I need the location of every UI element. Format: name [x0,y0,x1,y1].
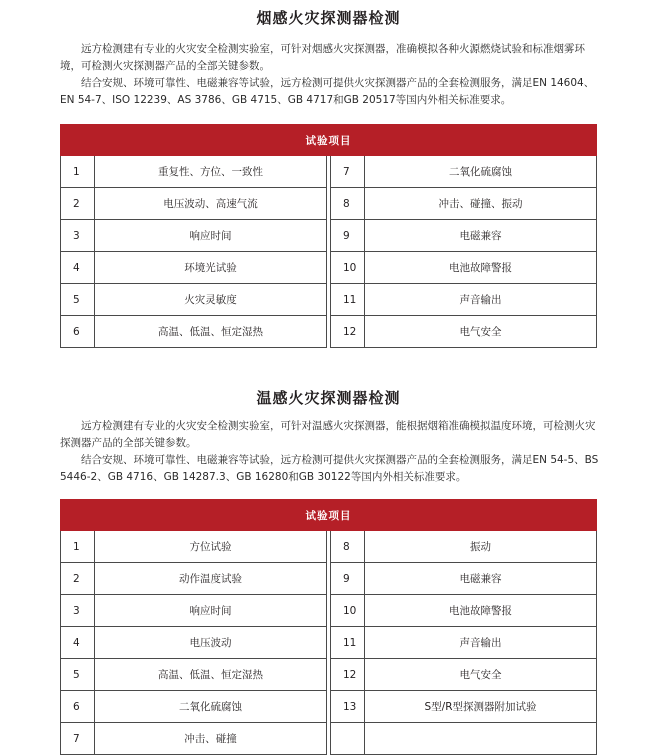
item-name: S型/R型探测器附加试验 [365,691,597,723]
item-number: 8 [331,531,365,563]
item-number: 10 [331,595,365,627]
item-number: 3 [61,595,95,627]
item-number: 10 [331,252,365,284]
item-number [331,723,365,755]
item-name: 重复性、方位、一致性 [95,156,327,188]
item-name: 电池故障警报 [365,595,597,627]
item-name: 电气安全 [365,316,597,348]
item-number: 13 [331,691,365,723]
item-name: 冲击、碰撞 [95,723,327,755]
heat-description [60,418,600,486]
table-row [61,156,597,188]
item-name: 高温、低温、恒定湿热 [95,316,327,348]
item-name: 冲击、碰撞、振动 [365,188,597,220]
item-name: 二氧化硫腐蚀 [365,156,597,188]
smoke-paragraph-1: 远方检测建有专业的火灾安全检测实验室，可针对烟感火灾探测器，准确模拟各种火源燃烧试验和标准烟雾环境，可检测火灾探测器产品的全部关键参数。 [60,43,585,72]
item-number: 1 [61,531,95,563]
item-name: 声音输出 [365,284,597,316]
item-number: 5 [61,284,95,316]
item-number: 3 [61,220,95,252]
item-number: 7 [331,156,365,188]
table-row [61,220,597,252]
table-row [61,188,597,220]
item-number: 8 [331,188,365,220]
item-number: 6 [61,316,95,348]
smoke-table-header: 试验项目 [61,125,597,156]
heat-section-title: 温感火灾探测器检测 [256,389,401,407]
item-number: 12 [331,659,365,691]
item-name: 方位试验 [95,531,327,563]
smoke-section-title: 烟感火灾探测器检测 [256,9,401,27]
item-number: 4 [61,252,95,284]
item-number: 2 [61,188,95,220]
smoke-paragraph-2: 结合安规、环境可靠性、电磁兼容等试验，远方检测可提供火灾探测器产品的全套检测服务，满足EN 14604、EN 54-7、ISO 12239、AS 3786、GB 4715、GB 4717和GB 20517等国内外相关标准要求。 [60,77,595,106]
smoke-description [60,41,600,109]
item-number: 1 [61,156,95,188]
table-row [61,284,597,316]
item-number: 7 [61,723,95,755]
item-name: 响应时间 [95,595,327,627]
item-number: 11 [331,284,365,316]
item-name: 火灾灵敏度 [95,284,327,316]
item-name: 二氧化硫腐蚀 [95,691,327,723]
item-name: 电池故障警报 [365,252,597,284]
heat-test-table [60,499,597,755]
item-number: 12 [331,316,365,348]
item-name: 动作温度试验 [95,563,327,595]
smoke-test-table [60,124,597,348]
table-row [61,723,597,755]
item-number: 6 [61,691,95,723]
item-number: 11 [331,627,365,659]
item-number: 5 [61,659,95,691]
heat-paragraph-1: 远方检测建有专业的火灾安全检测实验室，可针对温感火灾探测器，能根据烟箱准确模拟温度环境，可检测火灾探测器产品的全部关键参数。 [60,420,596,449]
item-number: 9 [331,563,365,595]
item-number: 2 [61,563,95,595]
table-row [61,563,597,595]
item-number: 4 [61,627,95,659]
table-row [61,531,597,563]
item-name: 声音输出 [365,627,597,659]
table-row [61,595,597,627]
item-name: 电气安全 [365,659,597,691]
item-name: 响应时间 [95,220,327,252]
item-name: 振动 [365,531,597,563]
item-name: 电磁兼容 [365,220,597,252]
item-name: 环境光试验 [95,252,327,284]
item-number: 9 [331,220,365,252]
item-name: 电压波动 [95,627,327,659]
table-row [61,691,597,723]
item-name: 电磁兼容 [365,563,597,595]
table-row [61,316,597,348]
table-row [61,659,597,691]
heat-paragraph-2: 结合安规、环境可靠性、电磁兼容等试验，远方检测可提供火灾探测器产品的全套检测服务，满足EN 54-5、BS 5446-2、GB 4716、GB 14287.3、GB 16280和GB 30122等国内外相关标准要求。 [60,454,599,483]
item-name: 电压波动、高速气流 [95,188,327,220]
table-row [61,252,597,284]
item-name: 高温、低温、恒定湿热 [95,659,327,691]
item-name [365,723,597,755]
heat-table-header: 试验项目 [61,500,597,531]
table-row [61,627,597,659]
